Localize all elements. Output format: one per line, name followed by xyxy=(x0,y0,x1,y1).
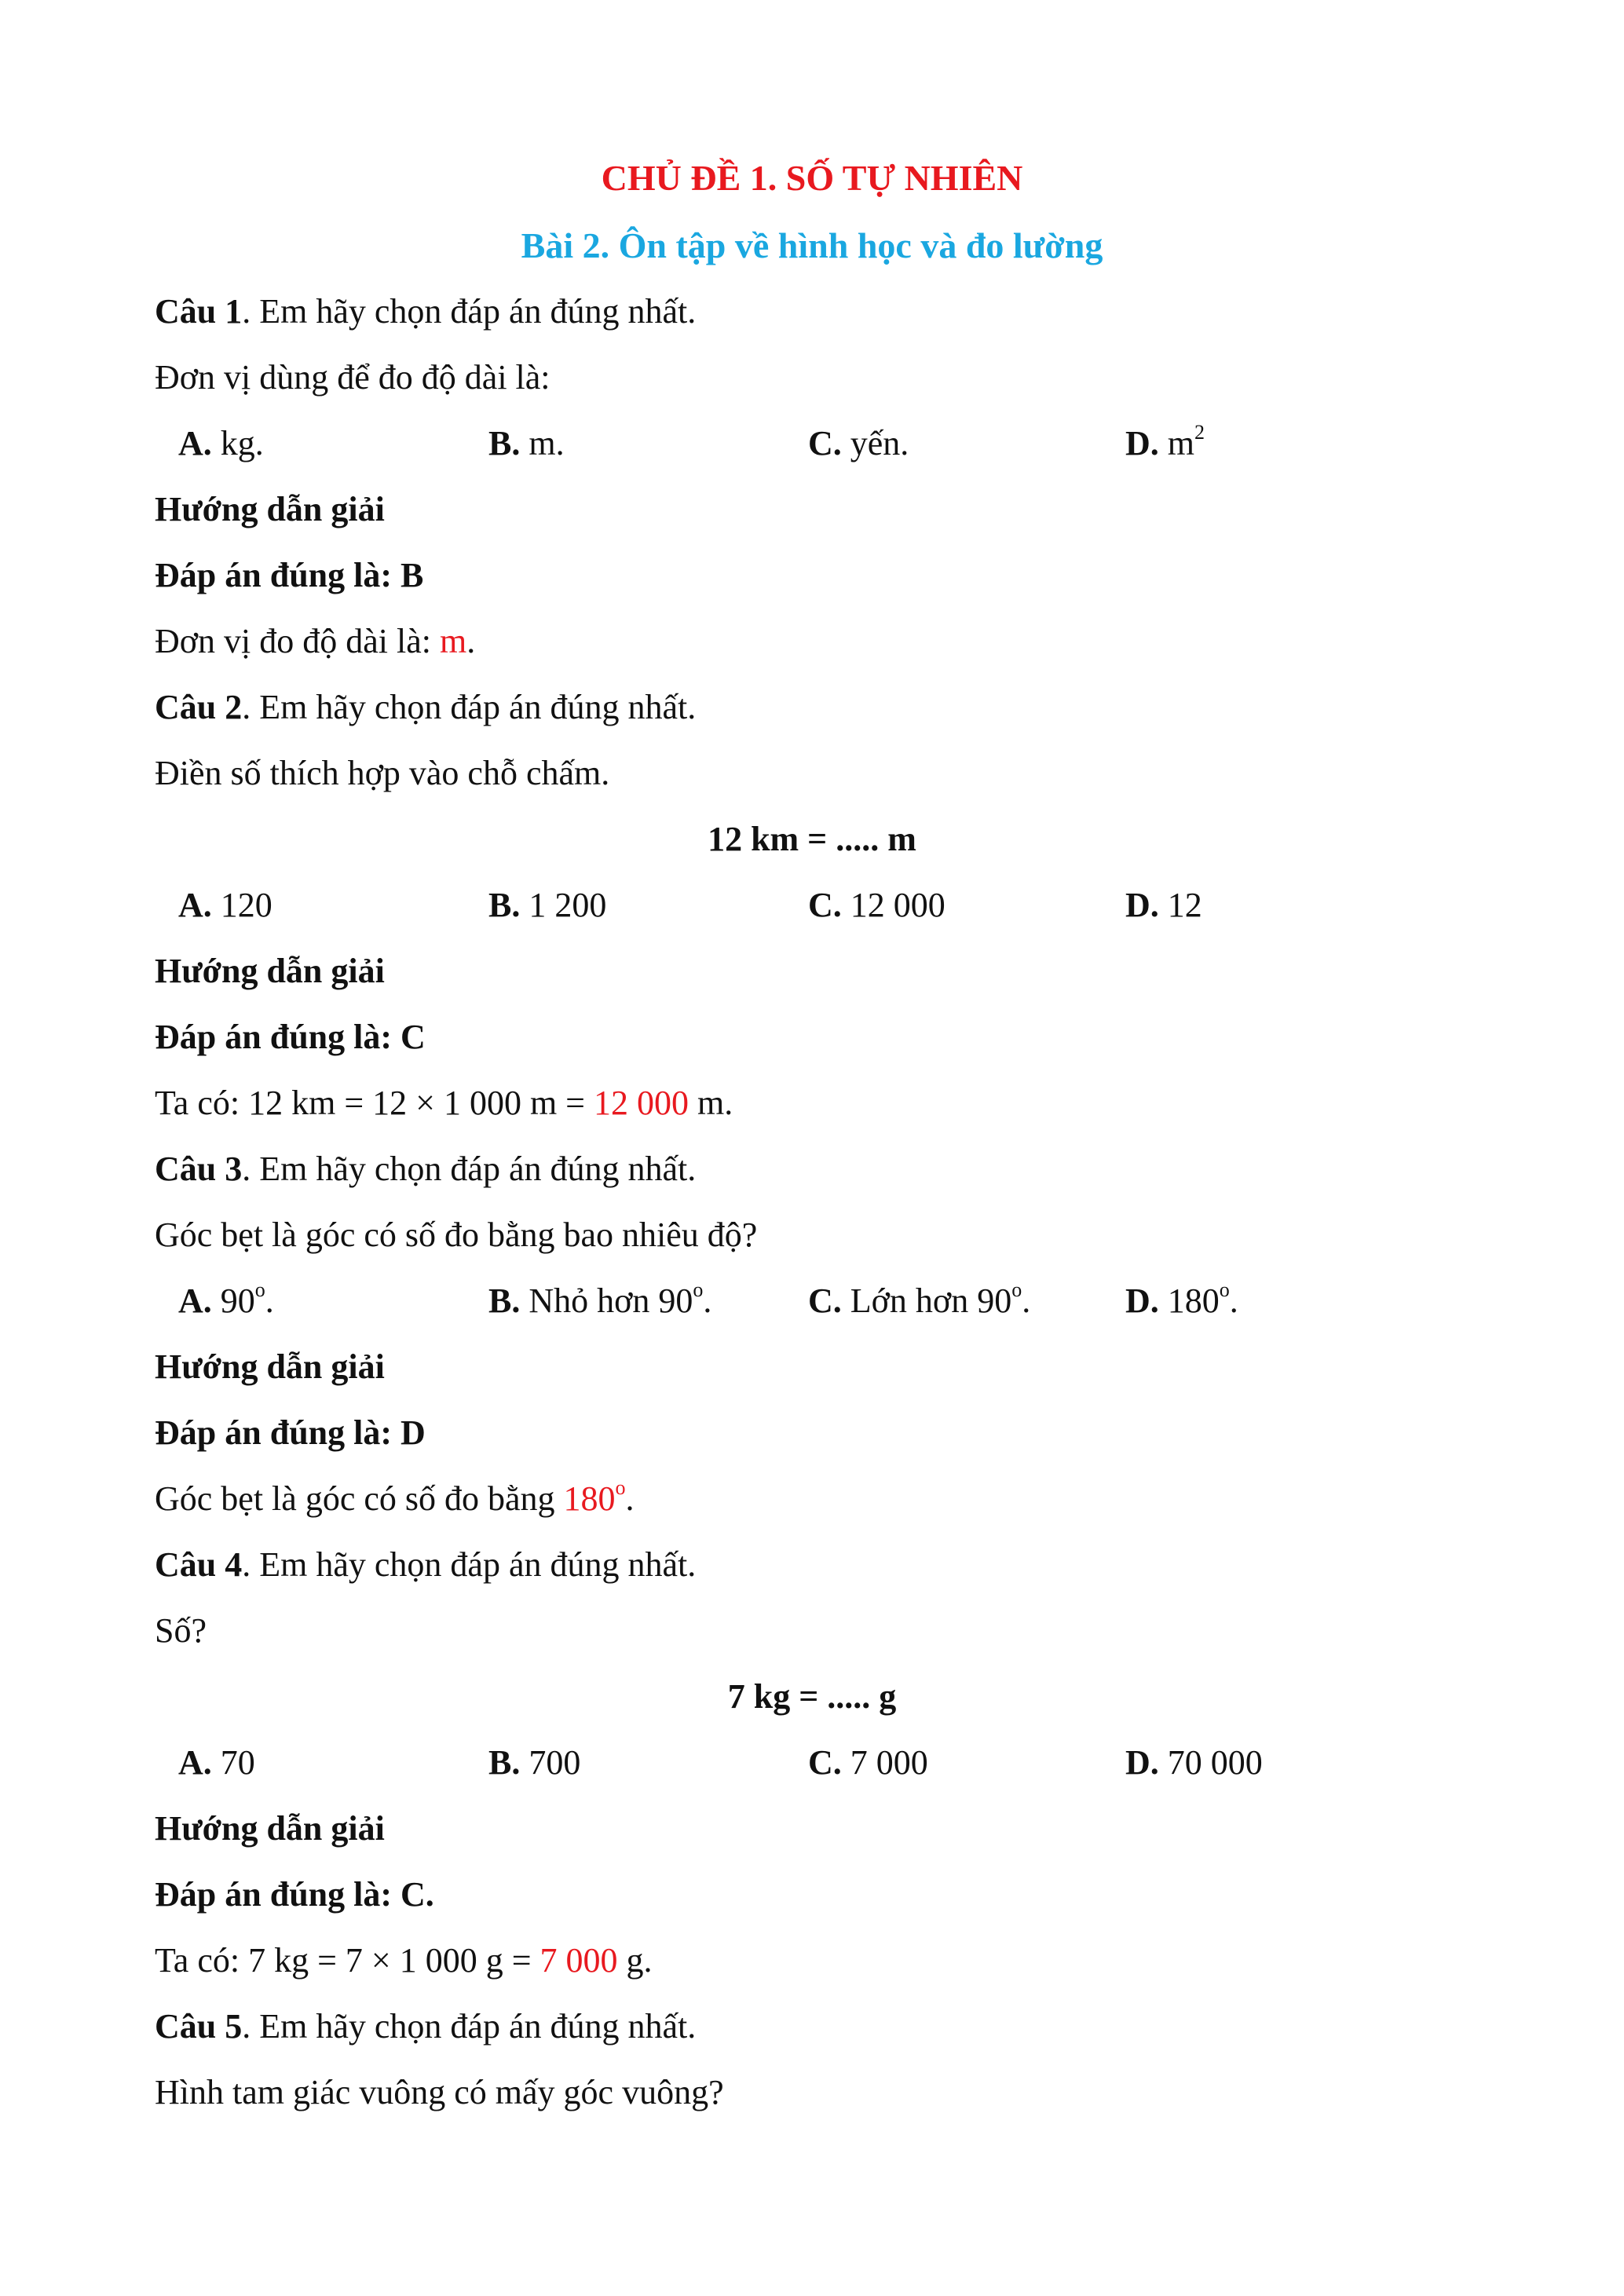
question-3-heading xyxy=(155,1146,696,1193)
question-3-option-a: A. 90$^o$. xyxy=(178,1278,274,1320)
question-1-explanation: Đơn vị đo độ dài là: m. xyxy=(155,622,476,660)
question-4-option-a: A. 70 xyxy=(178,1743,255,1782)
question-instruction: . Em hãy chọn đáp án đúng nhất. xyxy=(242,292,697,331)
question-3-option-b: B. Nhỏ hơn 90$^o$. xyxy=(488,1278,712,1320)
question-4-answer: Đáp án đúng là: C. xyxy=(155,1875,434,1914)
question-4-explanation: Ta có: 7 kg = 7 × 1 000 g = 7 000 g. xyxy=(155,1941,653,1980)
page-subtitle: Bài 2. Ôn tập về hình học và đo lường xyxy=(521,225,1103,265)
question-4-option-b: B. 700 xyxy=(488,1743,581,1782)
question-2-answer: Đáp án đúng là: C xyxy=(155,1018,426,1056)
question-1-heading xyxy=(155,288,696,335)
question-label: Câu 2 xyxy=(155,688,243,726)
question-2-option-b: B. 1 200 xyxy=(488,886,607,924)
question-2-option-d: D. 12 xyxy=(1125,886,1202,924)
question-1-answer: Đáp án đúng là: B xyxy=(155,556,424,594)
question-label: Câu 4 xyxy=(155,1545,243,1584)
question-4-equation: 7 kg = ..... g xyxy=(727,1677,897,1716)
question-4-option-c: C. 7 000 xyxy=(808,1743,928,1782)
question-label: Câu 3 xyxy=(155,1150,243,1188)
question-2-heading xyxy=(155,684,696,731)
question-2-guide: Hướng dẫn giải xyxy=(155,952,385,990)
question-1-option-d: D. $m^2$ xyxy=(1125,421,1205,462)
question-3-prompt: Góc bẹt là góc có số đo bằng bao nhiêu độ? xyxy=(155,1216,758,1254)
question-label: Câu 1 xyxy=(155,292,243,331)
question-3-explanation: Góc bẹt là góc có số đo bằng 180$^o$. xyxy=(155,1476,635,1518)
question-instruction: . Em hãy chọn đáp án đúng nhất. xyxy=(242,2007,697,2046)
question-2-option-c: C. 12 000 xyxy=(808,886,946,924)
question-3-option-d: D. 180$^o$. xyxy=(1125,1278,1238,1320)
question-1-prompt: Đơn vị dùng để đo độ dài là: xyxy=(155,358,550,397)
question-2-prompt: Điền số thích hợp vào chỗ chấm. xyxy=(155,754,610,792)
question-4-option-d: D. 70 000 xyxy=(1125,1743,1263,1782)
question-1-option-b: B. m. xyxy=(488,424,565,462)
question-3-guide: Hướng dẫn giải xyxy=(155,1347,385,1386)
question-5-heading xyxy=(155,2003,696,2050)
question-5-prompt: Hình tam giác vuông có mấy góc vuông? xyxy=(155,2073,724,2111)
question-label: Câu 5 xyxy=(155,2007,243,2046)
question-instruction: . Em hãy chọn đáp án đúng nhất. xyxy=(242,1150,697,1188)
question-2-equation: 12 km = ..... m xyxy=(708,820,916,858)
question-2-option-a: A. 120 xyxy=(178,886,272,924)
question-1-guide: Hướng dẫn giải xyxy=(155,490,385,528)
question-3-answer: Đáp án đúng là: D xyxy=(155,1413,426,1452)
question-4-heading xyxy=(155,1541,696,1589)
question-instruction: . Em hãy chọn đáp án đúng nhất. xyxy=(242,688,697,726)
question-3-option-c: C. Lớn hơn 90$^o$. xyxy=(808,1278,1031,1320)
page-title: CHỦ ĐỀ 1. SỐ TỰ NHIÊN xyxy=(601,158,1023,198)
question-2-explanation: Ta có: 12 km = 12 × 1 000 m = 12 000 m. xyxy=(155,1084,733,1122)
question-4-guide: Hướng dẫn giải xyxy=(155,1809,385,1848)
question-4-prompt: Số? xyxy=(155,1611,207,1650)
question-1-option-c: C. yến. xyxy=(808,424,909,462)
question-instruction: . Em hãy chọn đáp án đúng nhất. xyxy=(242,1545,697,1584)
question-1-option-a: A. kg. xyxy=(178,424,264,462)
